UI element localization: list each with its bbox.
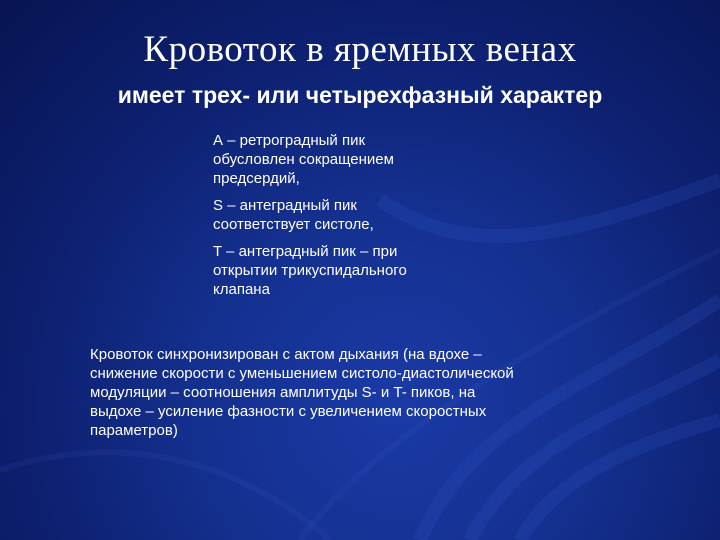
peak-a-text: А – ретроградный пик обусловлен сокращением предсердий,: [213, 132, 394, 187]
peak-s-text: S – антеградный пик соответствует систоле,: [213, 197, 374, 233]
summary-text: Кровоток синхронизирован с актом дыхания (на вдохе – снижение скорости с уменьшением систоло-диастолической модуляции – соотношения амплитуды S- и T- пиков, на выдохе – усиление фазности с увеличением скоростных параметров): [90, 346, 514, 439]
slide-title: Кровоток в яремных венах: [143, 29, 577, 70]
peak-list: [213, 131, 513, 307]
slide-subtitle: имеет трех- или четырехфазный характер: [117, 82, 603, 108]
peak-t-text: T – антеградный пик – при открытии трикуспидального клапана: [213, 243, 407, 298]
